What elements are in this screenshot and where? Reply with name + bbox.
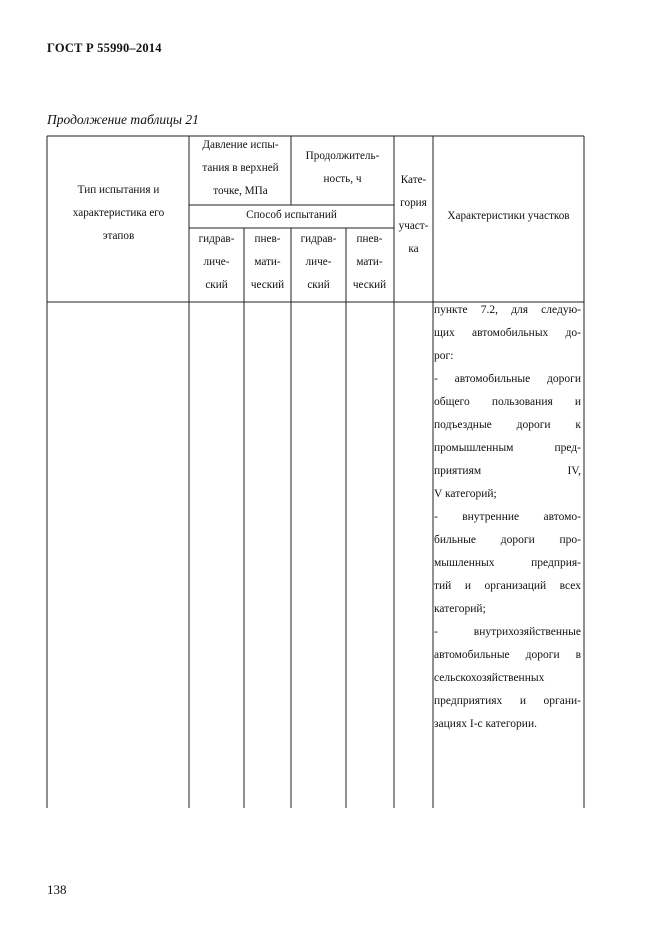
text-line: зациях I-с категории. [434, 718, 537, 730]
text-line: категорий; [434, 603, 486, 615]
text-line: щих автомобильных до- [434, 327, 581, 339]
header-pneumatic-duration: пнев- мати- ческий [352, 233, 387, 291]
text-line: тий и организаций всех [434, 580, 581, 592]
table-caption: Продолжение таблицы 21 [47, 112, 199, 127]
text-line: предприятиях и органи- [434, 695, 581, 707]
text-line: подъездные дороги к [434, 419, 581, 431]
text-line: бильные дороги про- [434, 534, 581, 546]
page-number: 138 [47, 882, 67, 897]
text-line: общего пользования и [434, 396, 581, 408]
header-section-characteristics: Характеристики участков [447, 210, 570, 222]
text-line: промышленным пред- [434, 442, 581, 454]
header-pneumatic-pressure: пнев- мати- ческий [250, 233, 285, 291]
header-test-method: Способ испытаний [246, 209, 337, 221]
section-characteristics-text [434, 299, 581, 736]
text-line: - внутренние автомо- [434, 511, 581, 523]
document-code: ГОСТ Р 55990–2014 [47, 41, 162, 55]
header-hydraulic-pressure: гидрав- личе- ский [198, 233, 235, 291]
text-line: автомобильные дороги в [434, 649, 581, 661]
header-duration: Продолжитель- ность, ч [305, 150, 380, 185]
header-section-category: Кате- гория участ- ка [398, 174, 429, 255]
text-line: рог: [434, 350, 454, 362]
text-line: приятиям IV, [434, 465, 581, 477]
text-line: мышленных предприя- [434, 557, 581, 569]
text-line: пункте 7.2, для следую- [434, 304, 581, 316]
text-line: сельскохозяйственных [434, 672, 545, 684]
header-hydraulic-duration: гидрав- личе- ский [300, 233, 337, 291]
header-test-type: Тип испытания и характеристика его этапов [72, 184, 165, 242]
text-line: - автомобильные дороги [434, 373, 581, 385]
header-test-pressure: Давление испы- тания в верхней точке, МПа [202, 139, 279, 197]
text-line: - внутрихозяйственные [434, 626, 581, 638]
text-line: V категорий; [434, 488, 497, 500]
